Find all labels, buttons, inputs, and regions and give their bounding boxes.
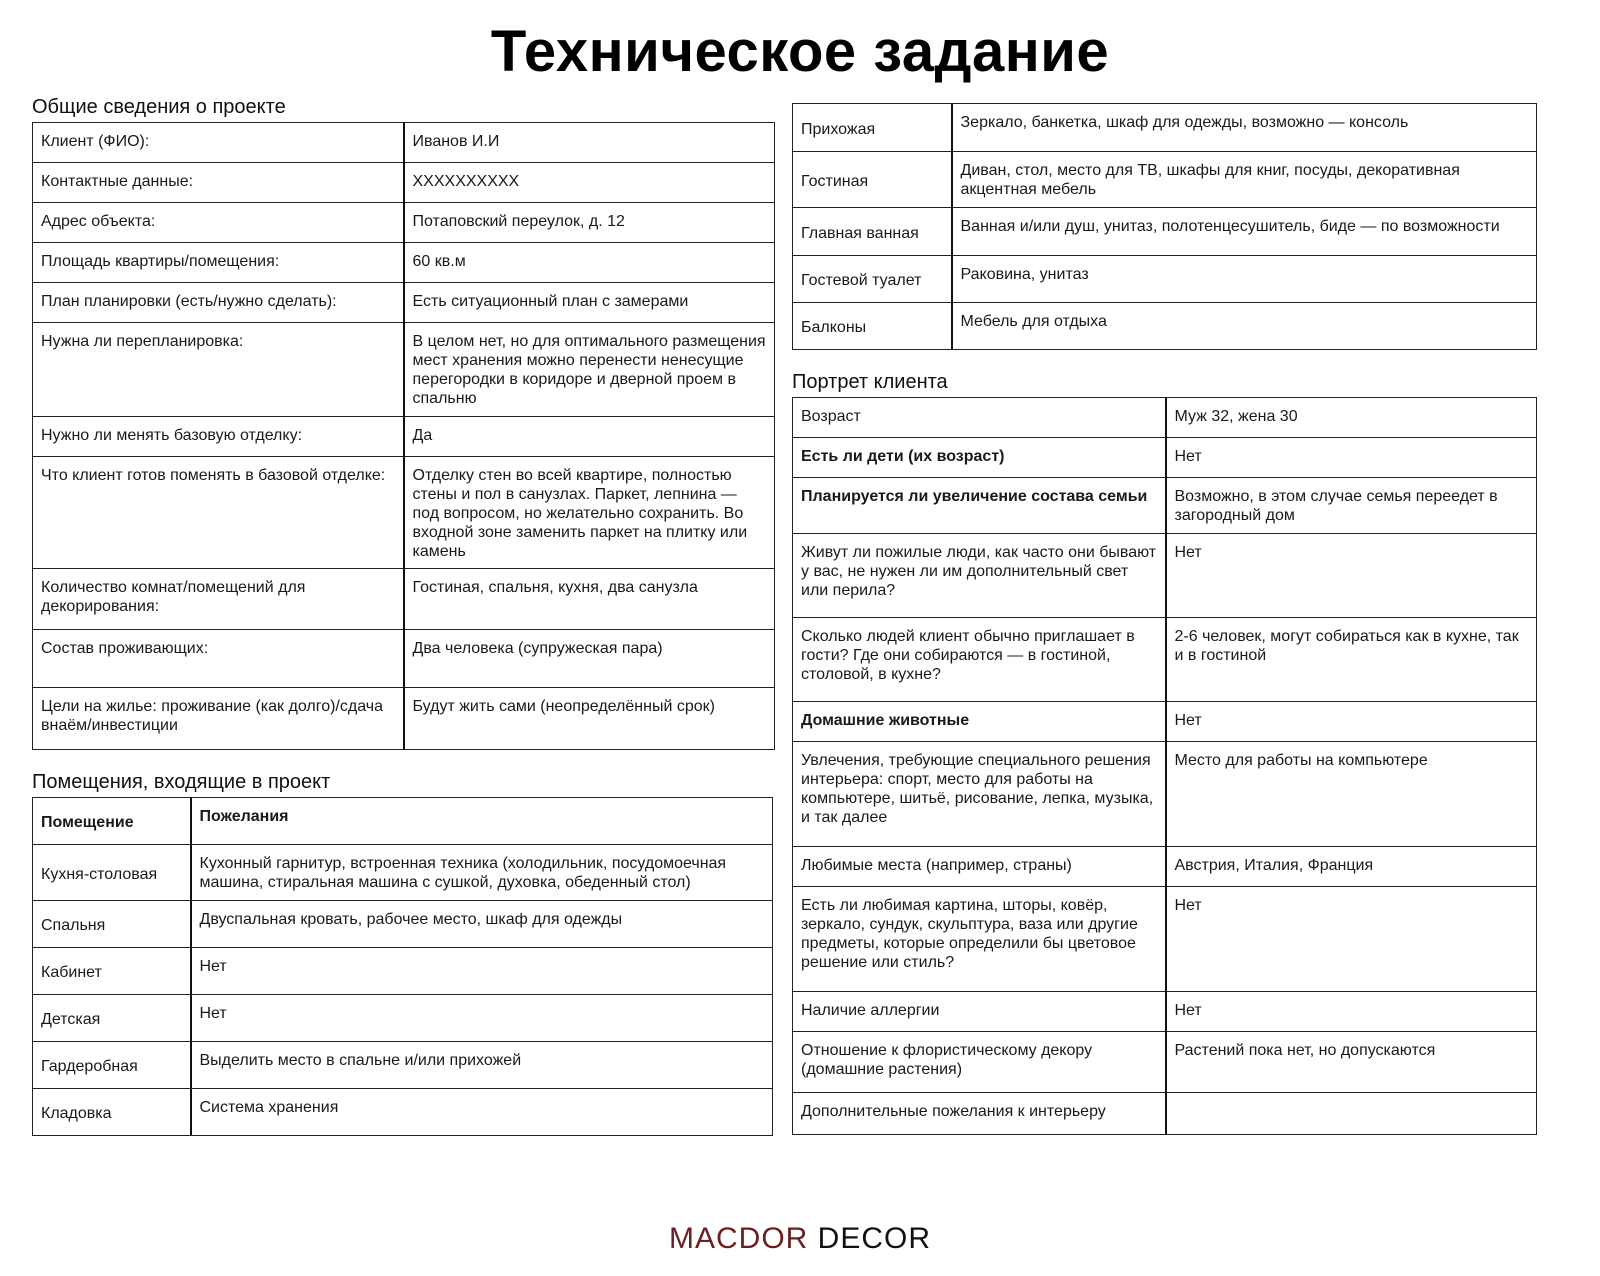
field-label: Состав проживающих: [33, 630, 404, 688]
table-row [793, 208, 1537, 256]
table-row [33, 203, 775, 243]
portrait-question: Наличие аллергии [793, 992, 1166, 1032]
room-name: Гостиная [793, 152, 952, 208]
table-row [33, 1042, 773, 1089]
room-wishes: Ванная и/или душ, унитаз, полотенцесушитель, биде — по возможности [952, 208, 1537, 256]
table-row [33, 948, 773, 995]
field-value: Гостиная, спальня, кухня, два санузла [404, 569, 775, 630]
room-name: Гардеробная [33, 1042, 191, 1089]
field-label: Нужно ли менять базовую отделку: [33, 417, 404, 457]
portrait-answer: Австрия, Италия, Франция [1166, 847, 1537, 887]
portrait-question: Любимые места (например, страны) [793, 847, 1166, 887]
table-row [33, 323, 775, 417]
portrait-answer: Нет [1166, 534, 1537, 618]
rooms-table [32, 797, 773, 1136]
table-row [793, 887, 1537, 992]
table-row [793, 742, 1537, 847]
room-wishes: Двуспальная кровать, рабочее место, шкаф для одежды [191, 901, 773, 948]
portrait-question: Сколько людей клиент обычно приглашает в гости? Где они собираются — в гостиной, столовой, в кухне? [793, 618, 1166, 702]
table-row [33, 457, 775, 569]
field-label: Количество комнат/помещений для декорирования: [33, 569, 404, 630]
field-label: Контактные данные: [33, 163, 404, 203]
table-header-row [33, 798, 773, 845]
table-row [793, 1093, 1537, 1135]
room-name: Кладовка [33, 1089, 191, 1136]
portrait-answer [1166, 1093, 1537, 1135]
portrait-question: Увлечения, требующие специального решения интерьера: спорт, место для работы на компьютере, шитьё, рисование, лепка, музыка, и так далее [793, 742, 1166, 847]
portrait-answer: Нет [1166, 887, 1537, 992]
table-row [793, 303, 1537, 350]
column-header-room: Помещение [33, 798, 191, 845]
page-title: Техническое задание [490, 19, 1110, 84]
field-value: Иванов И.И [404, 123, 775, 163]
portrait-answer: Место для работы на компьютере [1166, 742, 1537, 847]
field-value: Два человека (супружеская пара) [404, 630, 775, 688]
room-name: Кабинет [33, 948, 191, 995]
table-row [793, 618, 1537, 702]
table-row [33, 243, 775, 283]
portrait-question: Отношение к флористическому декору (домашние растения) [793, 1032, 1166, 1093]
brand-decor: DECOR [817, 1222, 932, 1255]
table-row [33, 630, 775, 688]
field-label: Площадь квартиры/помещения: [33, 243, 404, 283]
table-row [793, 1032, 1537, 1093]
table-row [793, 398, 1537, 438]
room-name: Спальня [33, 901, 191, 948]
table-row [793, 992, 1537, 1032]
column-header-wishes: Пожелания [191, 798, 773, 845]
room-wishes: Мебель для отдыха [952, 303, 1537, 350]
field-value: 60 кв.м [404, 243, 775, 283]
table-row [793, 152, 1537, 208]
table-row [33, 163, 775, 203]
portrait-answer: Возможно, в этом случае семья переедет в загородный дом [1166, 478, 1537, 534]
room-wishes: Кухонный гарнитур, встроенная техника (холодильник, посудомоечная машина, стиральная машина с сушкой, духовка, обеденный стол) [191, 845, 773, 901]
field-value: Будут жить сами (неопределённый срок) [404, 688, 775, 750]
room-wishes: Выделить место в спальне и/или прихожей [191, 1042, 773, 1089]
portrait-table [792, 397, 1537, 1135]
portrait-question: Планируется ли увеличение состава семьи [793, 478, 1166, 534]
room-wishes: Нет [191, 948, 773, 995]
footer-brand [0, 1222, 1600, 1256]
table-row [33, 283, 775, 323]
room-name: Балконы [793, 303, 952, 350]
field-value: Отделку стен во всей квартире, полностью стены и пол в санузлах. Паркет, лепнина — под вопросом, но желательно сохранить. Во входной зоне заменить паркет на плитку или камень [404, 457, 775, 569]
field-label: Клиент (ФИО): [33, 123, 404, 163]
field-value: В целом нет, но для оптимального размещения мест хранения можно перенести ненесущие перегородки в коридоре и дверной проем в спальню [404, 323, 775, 417]
field-value: Да [404, 417, 775, 457]
table-row [33, 123, 775, 163]
room-name: Кухня-столовая [33, 845, 191, 901]
section-title-rooms: Помещения, входящие в проект [32, 771, 331, 793]
brand-macdor: MACDOR [668, 1222, 809, 1255]
table-row [793, 256, 1537, 303]
room-wishes: Раковина, унитаз [952, 256, 1537, 303]
table-row [33, 995, 773, 1042]
field-label: Адрес объекта: [33, 203, 404, 243]
room-wishes: Нет [191, 995, 773, 1042]
portrait-question: Дополнительные пожелания к интерьеру [793, 1093, 1166, 1135]
room-name: Главная ванная [793, 208, 952, 256]
field-value: XXXXXXXXXX [404, 163, 775, 203]
portrait-answer: Нет [1166, 992, 1537, 1032]
table-row [793, 438, 1537, 478]
room-wishes: Зеркало, банкетка, шкаф для одежды, возможно — консоль [952, 104, 1537, 152]
field-value: Есть ситуационный план с замерами [404, 283, 775, 323]
room-name: Детская [33, 995, 191, 1042]
table-row [33, 688, 775, 750]
portrait-question: Живут ли пожилые люди, как часто они бывают у вас, не нужен ли им дополнительный свет или перила? [793, 534, 1166, 618]
portrait-answer: Нет [1166, 702, 1537, 742]
portrait-answer: Нет [1166, 438, 1537, 478]
field-label: Цели на жилье: проживание (как долго)/сдача внаём/инвестиции [33, 688, 404, 750]
table-row [793, 702, 1537, 742]
table-row [33, 569, 775, 630]
section-title-general: Общие сведения о проекте [32, 96, 286, 118]
portrait-question: Возраст [793, 398, 1166, 438]
table-row [793, 847, 1537, 887]
room-name: Гостевой туалет [793, 256, 952, 303]
room-wishes: Диван, стол, место для ТВ, шкафы для книг, посуды, декоративная акцентная мебель [952, 152, 1537, 208]
general-table [32, 122, 775, 750]
table-row [793, 534, 1537, 618]
field-label: Что клиент готов поменять в базовой отделке: [33, 457, 404, 569]
table-row [33, 1089, 773, 1136]
table-row [33, 901, 773, 948]
table-row [793, 104, 1537, 152]
portrait-question: Есть ли любимая картина, шторы, ковёр, зеркало, сундук, скульптура, ваза или другие предметы, которые определили бы цветовое решение или стиль? [793, 887, 1166, 992]
section-title-portrait: Портрет клиента [792, 371, 948, 393]
field-value: Потаповский переулок, д. 12 [404, 203, 775, 243]
portrait-question: Есть ли дети (их возраст) [793, 438, 1166, 478]
rooms-table-continued [792, 103, 1537, 350]
table-row [793, 478, 1537, 534]
portrait-answer: 2-6 человек, могут собираться как в кухне, так и в гостиной [1166, 618, 1537, 702]
portrait-answer: Муж 32, жена 30 [1166, 398, 1537, 438]
room-name: Прихожая [793, 104, 952, 152]
room-wishes: Система хранения [191, 1089, 773, 1136]
field-label: План планировки (есть/нужно сделать): [33, 283, 404, 323]
portrait-question: Домашние животные [793, 702, 1166, 742]
table-row [33, 417, 775, 457]
field-label: Нужна ли перепланировка: [33, 323, 404, 417]
portrait-answer: Растений пока нет, но допускаются [1166, 1032, 1537, 1093]
table-row [33, 845, 773, 901]
